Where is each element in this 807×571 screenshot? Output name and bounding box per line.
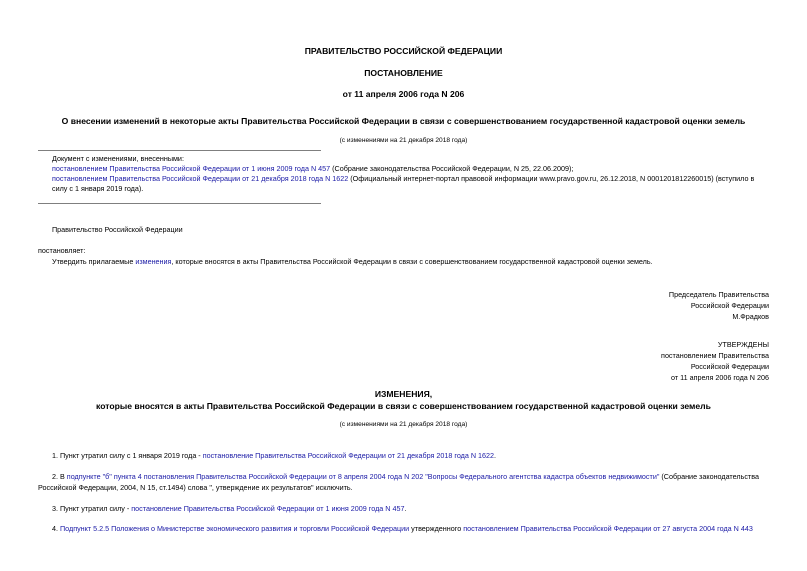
divider-top — [38, 150, 321, 151]
amendment-text-1: (Собрание законодательства Российской Федерации, N 25, 22.06.2009); — [330, 164, 574, 173]
amendment-link-1[interactable]: постановлением Правительства Российской Федерации от 1 июня 2009 года N 457 — [52, 164, 331, 173]
changes-item-4-link-2[interactable]: постановлением Правительства Российской Федерации от 27 августа 2004 года N 443 — [463, 524, 753, 533]
approved-line-2: постановлением Правительства — [661, 351, 769, 360]
changes-subtitle: которые вносятся в акты Правительства Российской Федерации в связи с совершенствованием государственной кадастровой оценки земель — [96, 401, 711, 411]
amendment-item-1 — [52, 164, 774, 173]
changes-amended-note: (с изменениями на 21 декабря 2018 года) — [339, 421, 468, 428]
org-heading: ПРАВИТЕЛЬСТВО РОССИЙСКОЙ ФЕДЕРАЦИИ — [304, 46, 503, 56]
doc-date-number: от 11 апреля 2006 года N 206 — [342, 89, 465, 99]
changes-item-1-pre: 1. Пункт утратил силу с 1 января 2019 года - — [52, 451, 203, 460]
approve-text-pre: Утвердить прилагаемые — [52, 257, 136, 266]
changes-item-2-pre: 2. В — [52, 472, 67, 481]
changes-item-2 — [52, 472, 772, 481]
doc-type-heading: ПОСТАНОВЛЕНИЕ — [364, 68, 443, 78]
signature-line-3: М.Фрадков — [732, 312, 769, 321]
divider-bottom — [38, 203, 321, 204]
doc-amended-note: (с изменениями на 21 декабря 2018 года) — [339, 137, 468, 144]
decrees-label: постановляет: — [38, 246, 86, 255]
changes-title: ИЗМЕНЕНИЯ, — [374, 389, 433, 399]
amendment-link-2[interactable]: постановлением Правительства Российской Федерации от 21 декабря 2018 года N 1622 — [52, 174, 349, 183]
changes-item-4-pre: 4. — [52, 524, 60, 533]
amendment-text-2a: (Официальный интернет-портал правовой информации www.pravo.gov.ru, 26.12.2018, N 0001201812260015) (вступило в — [348, 174, 755, 183]
changes-item-4-mid: утвержденного — [409, 524, 464, 533]
amendment-text-2b: силу с 1 января 2019 года). — [52, 184, 144, 193]
changes-item-3-link[interactable]: постановление Правительства Российской Федерации от 1 июня 2009 года N 457 — [131, 504, 405, 513]
approved-block — [661, 340, 769, 382]
changes-item-2-cont: Российской Федерации, 2004, N 15, ст.1494) слова ", утверждение их результатов" исключить. — [38, 483, 353, 492]
changes-item-3-post: . — [404, 504, 407, 513]
changes-item-3 — [52, 504, 406, 513]
signature-line-2: Российской Федерации — [690, 301, 769, 310]
changes-item-1 — [52, 451, 496, 460]
changes-item-2-link[interactable]: подпункте "б" пункта 4 постановления Правительства Российской Федерации от 8 апреля 2004 года N 202 "Вопросы Федерального агентства кадастра объектов недвижимости" — [66, 472, 660, 481]
amendments-note — [52, 154, 774, 193]
government-label: Правительство Российской Федерации — [52, 225, 183, 234]
doc-title: О внесении изменений в некоторые акты Правительства Российской Федерации в связи с совершенствованием государственной кадастровой оценки земель — [61, 116, 746, 126]
amendment-item-2 — [52, 174, 774, 183]
changes-item-1-post: . — [494, 451, 497, 460]
approved-line-1: УТВЕРЖДЕНЫ — [717, 340, 769, 349]
amendments-intro: Документ с изменениями, внесенными: — [52, 154, 184, 163]
approve-paragraph — [52, 257, 653, 266]
changes-item-2-post-a: (Собрание законодательства — [659, 472, 759, 481]
changes-item-4-link-1[interactable]: Подпункт 5.2.5 Положения о Министерстве экономического развития и торговли Российской Федерации — [60, 524, 410, 533]
signature-line-1: Председатель Правительства — [668, 290, 769, 299]
changes-link[interactable]: изменения — [135, 257, 172, 266]
approved-line-4: от 11 апреля 2006 года N 206 — [671, 373, 769, 382]
changes-item-1-link[interactable]: постановление Правительства Российской Федерации от 21 декабря 2018 года N 1622 — [202, 451, 495, 460]
changes-item-3-pre: 3. Пункт утратил силу - — [52, 504, 132, 513]
signature-block — [669, 290, 769, 321]
approve-text-post: , которые вносятся в акты Правительства Российской Федерации в связи с совершенствованием государственной кадастровой оценки земель. — [171, 257, 653, 266]
changes-item-4 — [52, 524, 774, 533]
approved-line-3: Российской Федерации — [690, 362, 769, 371]
